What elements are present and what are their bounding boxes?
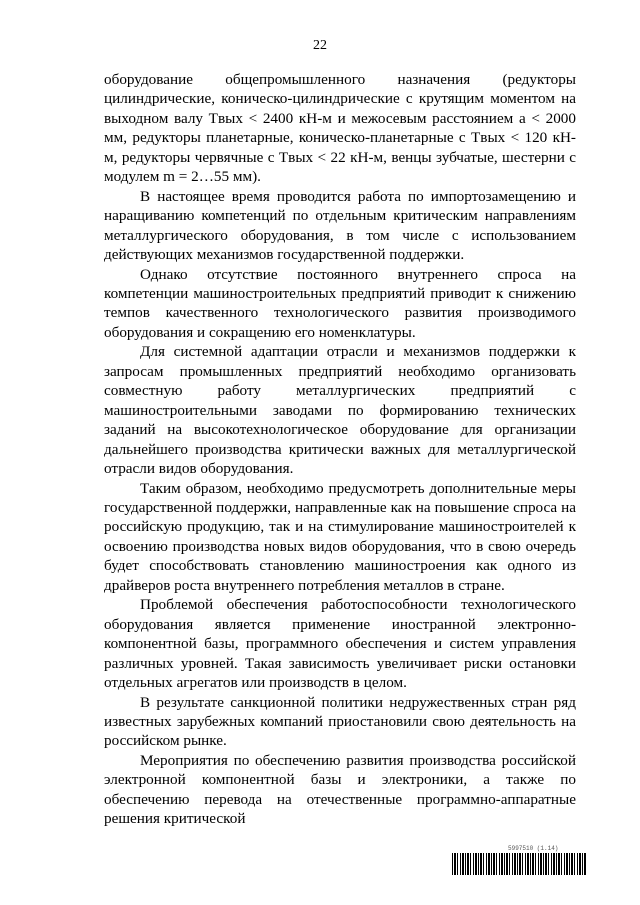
paragraph: Таким образом, необходимо предусмотреть дополнительные меры государственной поддержки, направленные как на повышение спроса на российскую продукцию, так и на стимулирование машиностроителей к освоению производства новых видов оборудования, что в свою очередь будет способствовать становлению машиностроения как одного из драйверов роста внутреннего потребления металлов в стране.	[104, 479, 576, 594]
paragraph: Мероприятия по обеспечению развития производства российской электронной компонентной базы и электроники, а также по обеспечению перевода на отечественные программно-аппаратные решения критической	[104, 751, 576, 828]
barcode-block	[452, 845, 586, 875]
barcode-icon	[452, 853, 586, 875]
paragraph: Для системной адаптации отрасли и механизмов поддержки к запросам промышленных предприятий необходимо организовать совместную работу металлургических предприятий с машиностроительными заводами по формированию технических заданий на высокотехнологическое оборудование для организации дальнейшего производства критически важных для металлургической отрасли видов оборудования.	[104, 343, 576, 478]
paragraph: Однако отсутствие постоянного внутреннего спроса на компетенции машиностроительных предприятий приводит к снижению темпов качественного технологического развития производимого оборудования и сокращению его номенклатуры.	[104, 265, 576, 341]
paragraph: В результате санкционной политики недружественных стран ряд известных зарубежных компаний приостановили свою деятельность на российском рынке.	[104, 693, 576, 750]
page-number: 22	[313, 38, 327, 53]
paragraph: Проблемой обеспечения работоспособности технологического оборудования является применение иностранной электронно-компонентной базы, программного обеспечения и систем управления различных уровней. Такая зависимость увеличивает риски остановки отдельных агрегатов или производств в целом.	[104, 596, 576, 692]
barcode-caption: 5997510 (1.14)	[508, 845, 559, 852]
paragraph: оборудование общепромышленного назначения (редукторы цилиндрические, коническо-цилиндрические с крутящим моментом на выходном валу Tвых < 2400 кН-м и межосевым расстоянием a < 2000 мм, редукторы планетарные, коническо-планетарные с Tвых < 120 кН-м, редукторы червячные с Tвых < 22 кН-м, венцы зубчатые, шестерни с модулем m = 2…55 мм).	[104, 71, 576, 186]
body-text	[104, 70, 576, 829]
paragraph: В настоящее время проводится работа по импортозамещению и наращиванию компетенций по отдельным критическим направлениям металлургического оборудования, в том числе с использованием действующих механизмов государственной поддержки.	[104, 187, 576, 264]
